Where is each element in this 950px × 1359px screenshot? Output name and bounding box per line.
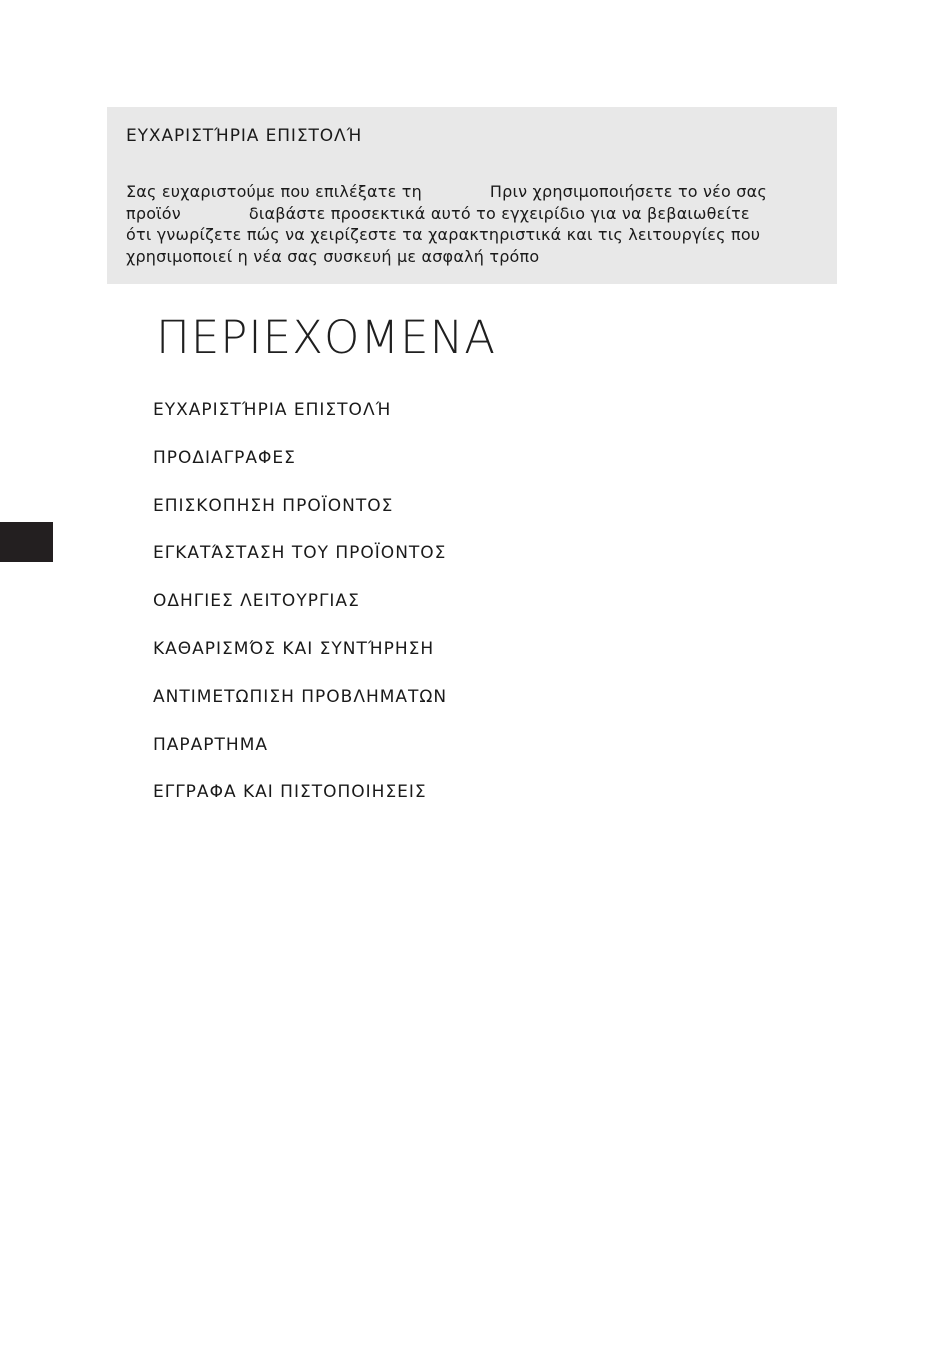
thanks-line-1-part-1: Σας ευχαριστούμε που επιλέξατε τη bbox=[126, 182, 422, 201]
contents-item[interactable]: ΕΠΙΣΚΟΠΗΣΗ ΠΡΟΪΟΝΤΟΣ bbox=[153, 495, 394, 516]
thanks-letter-box bbox=[107, 107, 837, 284]
contents-item[interactable]: ΕΓΚΑΤΆΣΤΑΣΗ ΤΟΥ ΠΡΟΪΟΝΤΟΣ bbox=[153, 543, 447, 564]
thanks-line-3: ότι γνωρίζετε πώς να χειρίζεστε τα χαρακτηριστικά και τις λειτουργίες που bbox=[126, 225, 761, 244]
contents-item[interactable]: ΕΥΧΑΡΙΣΤΉΡΙΑ ΕΠΙΣΤΟΛΉ bbox=[153, 400, 392, 420]
contents-item[interactable]: ΚΑΘΑΡΙΣΜΌΣ ΚΑΙ ΣΥΝΤΉΡΗΣΗ bbox=[153, 638, 435, 659]
contents-item[interactable]: ΠΑΡΑΡΤΗΜΑ bbox=[153, 734, 269, 755]
contents-item[interactable]: ΕΓΓΡΑΦΑ ΚΑΙ ΠΙΣΤΟΠΟΙΗΣΕΙΣ bbox=[153, 782, 427, 803]
thanks-line-1 bbox=[126, 181, 826, 203]
contents-list bbox=[153, 398, 447, 828]
thanks-line-1-part-2: Πριν χρησιμοποιήσετε το νέο σας bbox=[489, 182, 767, 201]
thanks-letter-body bbox=[126, 181, 826, 267]
section-side-tab bbox=[0, 522, 53, 562]
contents-item[interactable]: ΠΡΟΔΙΑΓΡΑΦΕΣ bbox=[153, 447, 296, 468]
contents-item[interactable]: ΟΔΗΓΙΕΣ ΛΕΙΤΟΥΡΓΙΑΣ bbox=[153, 591, 360, 612]
thanks-line-4: χρησιμοποιεί η νέα σας συσκευή με ασφαλή τρόπο bbox=[126, 246, 540, 266]
contents-heading: ΠΕΡΙΕΧΟΜΕΝΑ bbox=[156, 311, 497, 364]
thanks-letter-title: ΕΥΧΑΡΙΣΤΉΡΙΑ ΕΠΙΣΤΟΛΉ bbox=[126, 126, 363, 146]
thanks-line-2 bbox=[126, 203, 826, 225]
contents-item[interactable]: ΑΝΤΙΜΕΤΩΠΙΣΗ ΠΡΟΒΛΗΜΑΤΩΝ bbox=[153, 686, 448, 707]
thanks-line-2-part-1: προϊόν bbox=[126, 203, 181, 223]
thanks-line-2-part-2: διαβάστε προσεκτικά αυτό το εγχειρίδιο για να βεβαιωθείτε bbox=[248, 203, 750, 223]
